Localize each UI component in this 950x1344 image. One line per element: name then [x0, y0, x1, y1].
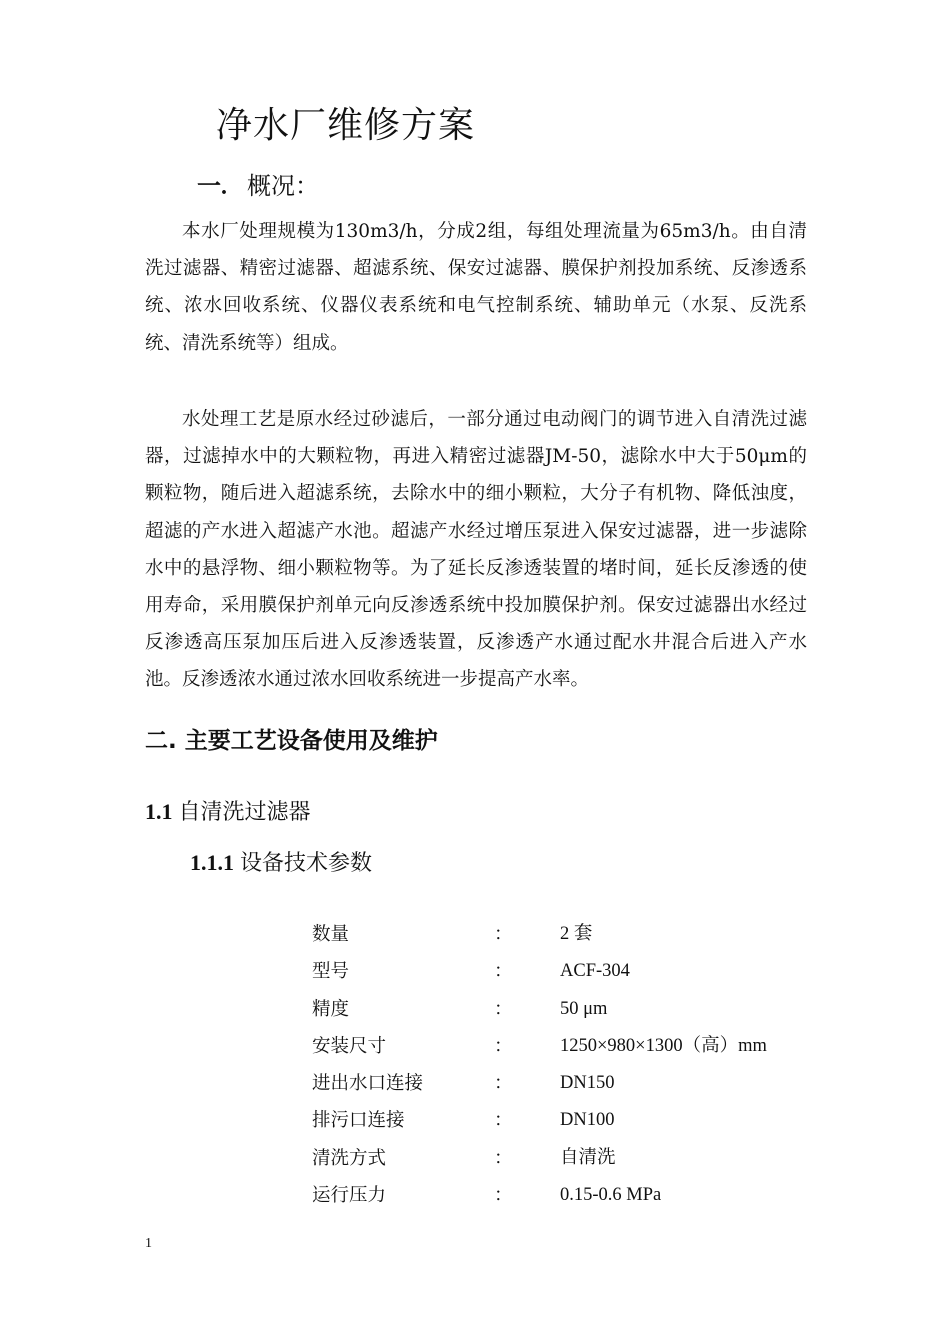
process-paragraph: 水处理工艺是原水经过砂滤后，一部分通过电动阀门的调节进入自清洗过滤器，过滤掉水中的大颗粒物，再进入精密过滤器JM-50，滤除水中大于50μm的颗粒物，随后进入超滤系统，去除水中的细小颗粒，大分子有机物、降低浊度，超滤的产水进入超滤产水池。超滤产水经过增压泵进入保安过滤器，进一步滤除水中的悬浮物、细小颗粒物等。为了延长反渗透装置的堵时间，延长反渗透的使用寿命，采用膜保护剂单元向反渗透系统中投加膜保护剂。保安过滤器出水经过反渗透高压泵加压后进入反渗透装置，反渗透产水通过配水井混合后进入产水池。反渗透浓水通过浓水回收系统进一步提高产水率。 — [145, 409, 807, 691]
spec-row — [312, 1102, 812, 1139]
spec-value: 0.15-0.6 MPa — [560, 1185, 662, 1206]
overview-paragraph: 本水厂处理规模为130m3/h，分成2组，每组处理流量为65m3/h。由自清洗过滤器、精密过滤器、超滤系统、保安过滤器、膜保护剂投加系统、反渗透系统、浓水回收系统、仪器仪表系统和电气控制系统、辅助单元（水泵、反洗系统、清洗系统等）组成。 — [145, 221, 807, 354]
page-number: 1 — [145, 1236, 152, 1251]
spec-colon: ： — [494, 1147, 513, 1169]
spec-value: 自清洗 — [560, 1147, 616, 1168]
spec-value: 2 套 — [560, 924, 593, 944]
sub-subsection-title: 设备技术参数 — [240, 851, 373, 876]
spec-colon: ： — [494, 998, 513, 1020]
spec-label: 排污口连接 — [312, 1110, 405, 1132]
spec-row — [312, 1028, 812, 1065]
spec-row — [312, 991, 812, 1028]
sub-subsection-heading — [190, 845, 372, 882]
spec-label: 安装尺寸 — [312, 1035, 387, 1057]
spec-value: DN150 — [560, 1073, 615, 1094]
spec-table — [312, 916, 812, 1214]
spec-row — [312, 1065, 812, 1102]
spec-colon: ： — [494, 1073, 513, 1095]
subsection-title: 自清洗过滤器 — [178, 800, 311, 825]
spec-row — [312, 953, 812, 990]
section-number: 一. — [197, 174, 227, 200]
spec-value: 1250×980×1300（高）mm — [560, 1035, 767, 1056]
spec-colon: ： — [494, 1185, 513, 1207]
spec-label: 精度 — [312, 998, 350, 1020]
sub-subsection-number: 1.1.1 — [190, 850, 234, 875]
subsection-number: 1.1 — [145, 799, 173, 824]
section-overview-heading — [197, 168, 319, 205]
spec-row — [312, 916, 812, 953]
spec-colon: ： — [494, 1035, 513, 1057]
spec-value: ACF-304 — [560, 961, 630, 982]
document-title: 净水厂维修方案 — [216, 105, 476, 146]
spec-colon: ： — [494, 924, 513, 945]
spec-colon: ： — [494, 1110, 513, 1132]
spec-row — [312, 1177, 812, 1214]
spec-label: 清洗方式 — [312, 1147, 387, 1169]
spec-value: 50 μm — [560, 998, 608, 1019]
spec-label: 运行压力 — [312, 1185, 387, 1207]
spec-value: DN100 — [560, 1110, 615, 1131]
section-equipment-heading: 二. 主要工艺设备使用及维护 — [145, 728, 438, 754]
spec-colon: ： — [494, 961, 513, 983]
spec-row — [312, 1140, 812, 1177]
spec-label: 型号 — [312, 961, 350, 983]
section-title: 概况： — [247, 172, 319, 200]
spec-label: 进出水口连接 — [312, 1073, 424, 1095]
spec-label: 数量 — [312, 924, 350, 945]
subsection-heading — [145, 794, 311, 831]
